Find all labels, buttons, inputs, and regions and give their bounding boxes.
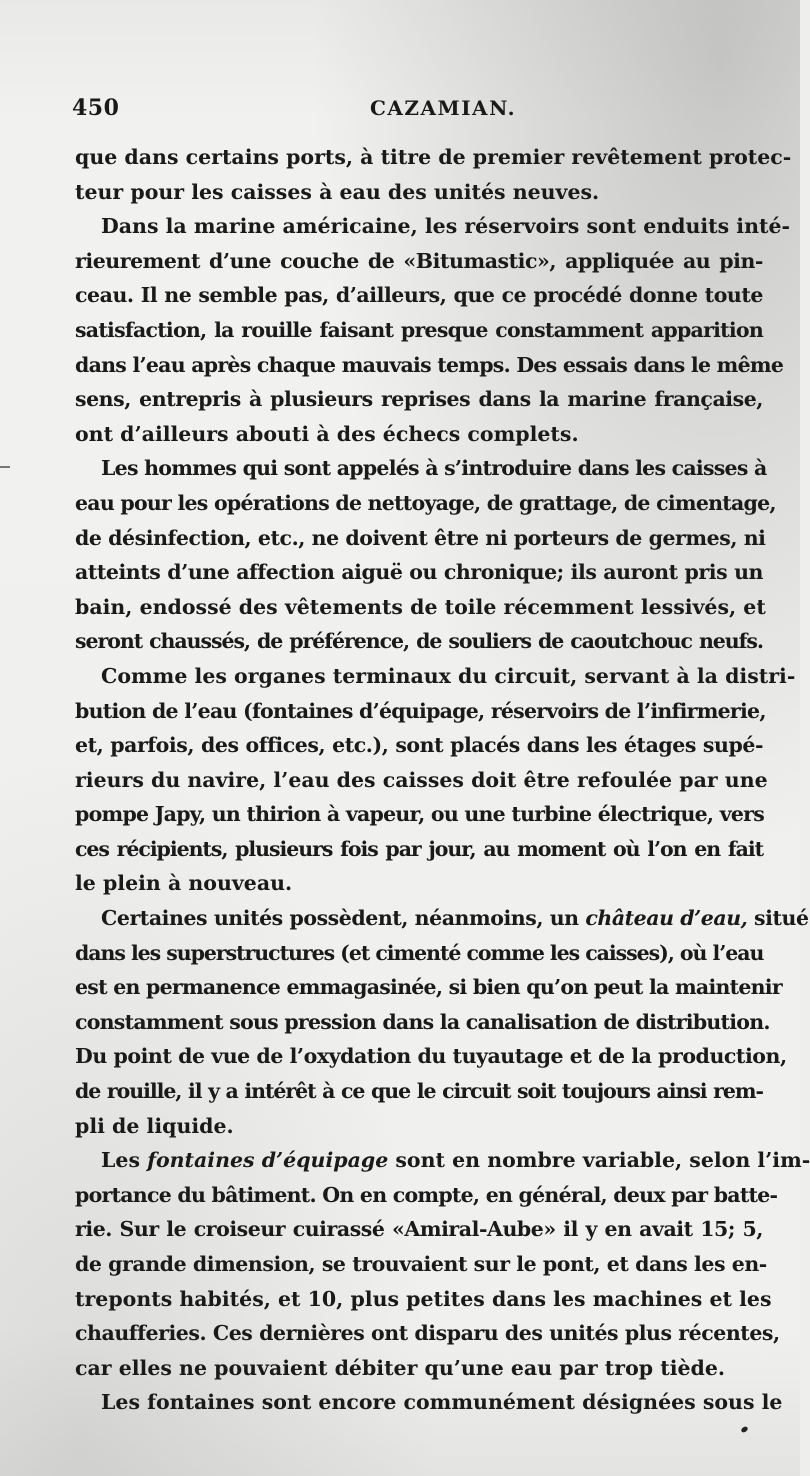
text-line: ont d’ailleurs abouti à des échecs complets. <box>75 421 579 446</box>
text-line: ces récipients, plusieurs fois par jour, au moment où l’on en fait <box>75 836 763 861</box>
text-line: satisfaction, la rouille faisant presque constamment apparition <box>75 317 763 342</box>
italic-term: château d’eau, <box>585 906 748 931</box>
italic-term: fontaines d’équipage <box>147 1148 389 1173</box>
text-line: portance du bâtiment. On en compte, en général, deux par batte- <box>75 1182 778 1207</box>
text-line: atteints d’une affection aiguë ou chronique; ils auront pris un <box>75 560 763 585</box>
text-line <box>75 1143 810 1178</box>
text-span: Les <box>101 1148 148 1173</box>
ink-speck <box>740 1425 749 1433</box>
running-head: CAZAMIAN. <box>370 96 517 120</box>
text-line: dans les superstructures (et cimenté comme les caisses), où l’eau <box>75 940 764 965</box>
text-line: seront chaussés, de préférence, de souliers de caoutchouc neufs. <box>75 629 763 654</box>
text-line: pompe Japy, un thirion à vapeur, ou une turbine électrique, vers <box>75 802 764 827</box>
text-line: rieurs du navire, l’eau des caisses doit être refoulée par une <box>75 767 768 792</box>
text-line <box>75 901 809 936</box>
page-number: 450 <box>72 95 120 121</box>
text-line: Les fontaines sont encore communément désignées sous le <box>101 1390 783 1415</box>
text-line: constamment sous pression dans la canalisation de distribution. <box>75 1009 770 1034</box>
text-line: est en permanence emmagasinée, si bien qu’on peut la maintenir <box>75 975 782 1000</box>
text-line: eau pour les opérations de nettoyage, de grattage, de cimentage, <box>75 490 776 515</box>
text-line: dans l’eau après chaque mauvais temps. Des essais dans le même <box>75 352 784 377</box>
text-line: sens, entrepris à plusieurs reprises dans la marine française, <box>75 387 763 412</box>
page-header <box>72 95 762 129</box>
text-line: et, parfois, des offices, etc.), sont placés dans les étages supé- <box>75 733 763 758</box>
text-span: Certaines unités possèdent, néanmoins, un <box>101 906 586 931</box>
text-line: bain, endossé des vêtements de toile récemment lessivés, et <box>75 594 766 619</box>
text-span: sont en nombre variable, selon l’im- <box>388 1148 810 1173</box>
text-line: de rouille, il y a intérêt à ce que le circuit soit toujours ainsi rem- <box>75 1079 763 1104</box>
text-line: bution de l’eau (fontaines d’équipage, réservoirs de l’infirmerie, <box>75 698 766 723</box>
text-line: chaufferies. Ces dernières ont disparu des unités plus récentes, <box>75 1321 780 1346</box>
text-line: que dans certains ports, à titre de premier revêtement protec- <box>75 145 792 169</box>
text-line: Dans la marine américaine, les réservoirs sont enduits inté- <box>101 214 791 239</box>
text-line: rieurement d’une couche de «Bitumastic», appliquée au pin- <box>75 248 763 273</box>
text-line: le plein à nouveau. <box>75 871 293 896</box>
text-line: de grande dimension, se trouvaient sur le pont, et dans les en- <box>75 1252 767 1276</box>
text-line: Du point de vue de l’oxydation du tuyautage et de la production, <box>75 1044 787 1069</box>
text-span: situé <box>747 906 809 931</box>
text-line: ceau. Il ne semble pas, d’ailleurs, que ce procédé donne toute <box>75 283 763 308</box>
text-line: de désinfection, etc., ne doivent être ni porteurs de germes, ni <box>75 525 766 550</box>
text-line: pli de liquide. <box>75 1113 234 1138</box>
text-line: rie. Sur le croiseur cuirassé «Amiral-Aube» il y en avait 15; 5, <box>75 1217 763 1242</box>
text-line: Comme les organes terminaux du circuit, servant à la distri- <box>101 663 796 688</box>
body-text <box>75 140 810 1420</box>
text-line: Les hommes qui sont appelés à s’introduire dans les caisses à <box>101 456 767 481</box>
text-line: car elles ne pouvaient débiter qu’une eau par trop tiède. <box>75 1355 726 1380</box>
margin-mark <box>0 466 10 468</box>
text-line: teur pour les caisses à eau des unités neuves. <box>75 179 600 204</box>
text-line: treponts habités, et 10, plus petites dans les machines et les <box>75 1286 772 1311</box>
